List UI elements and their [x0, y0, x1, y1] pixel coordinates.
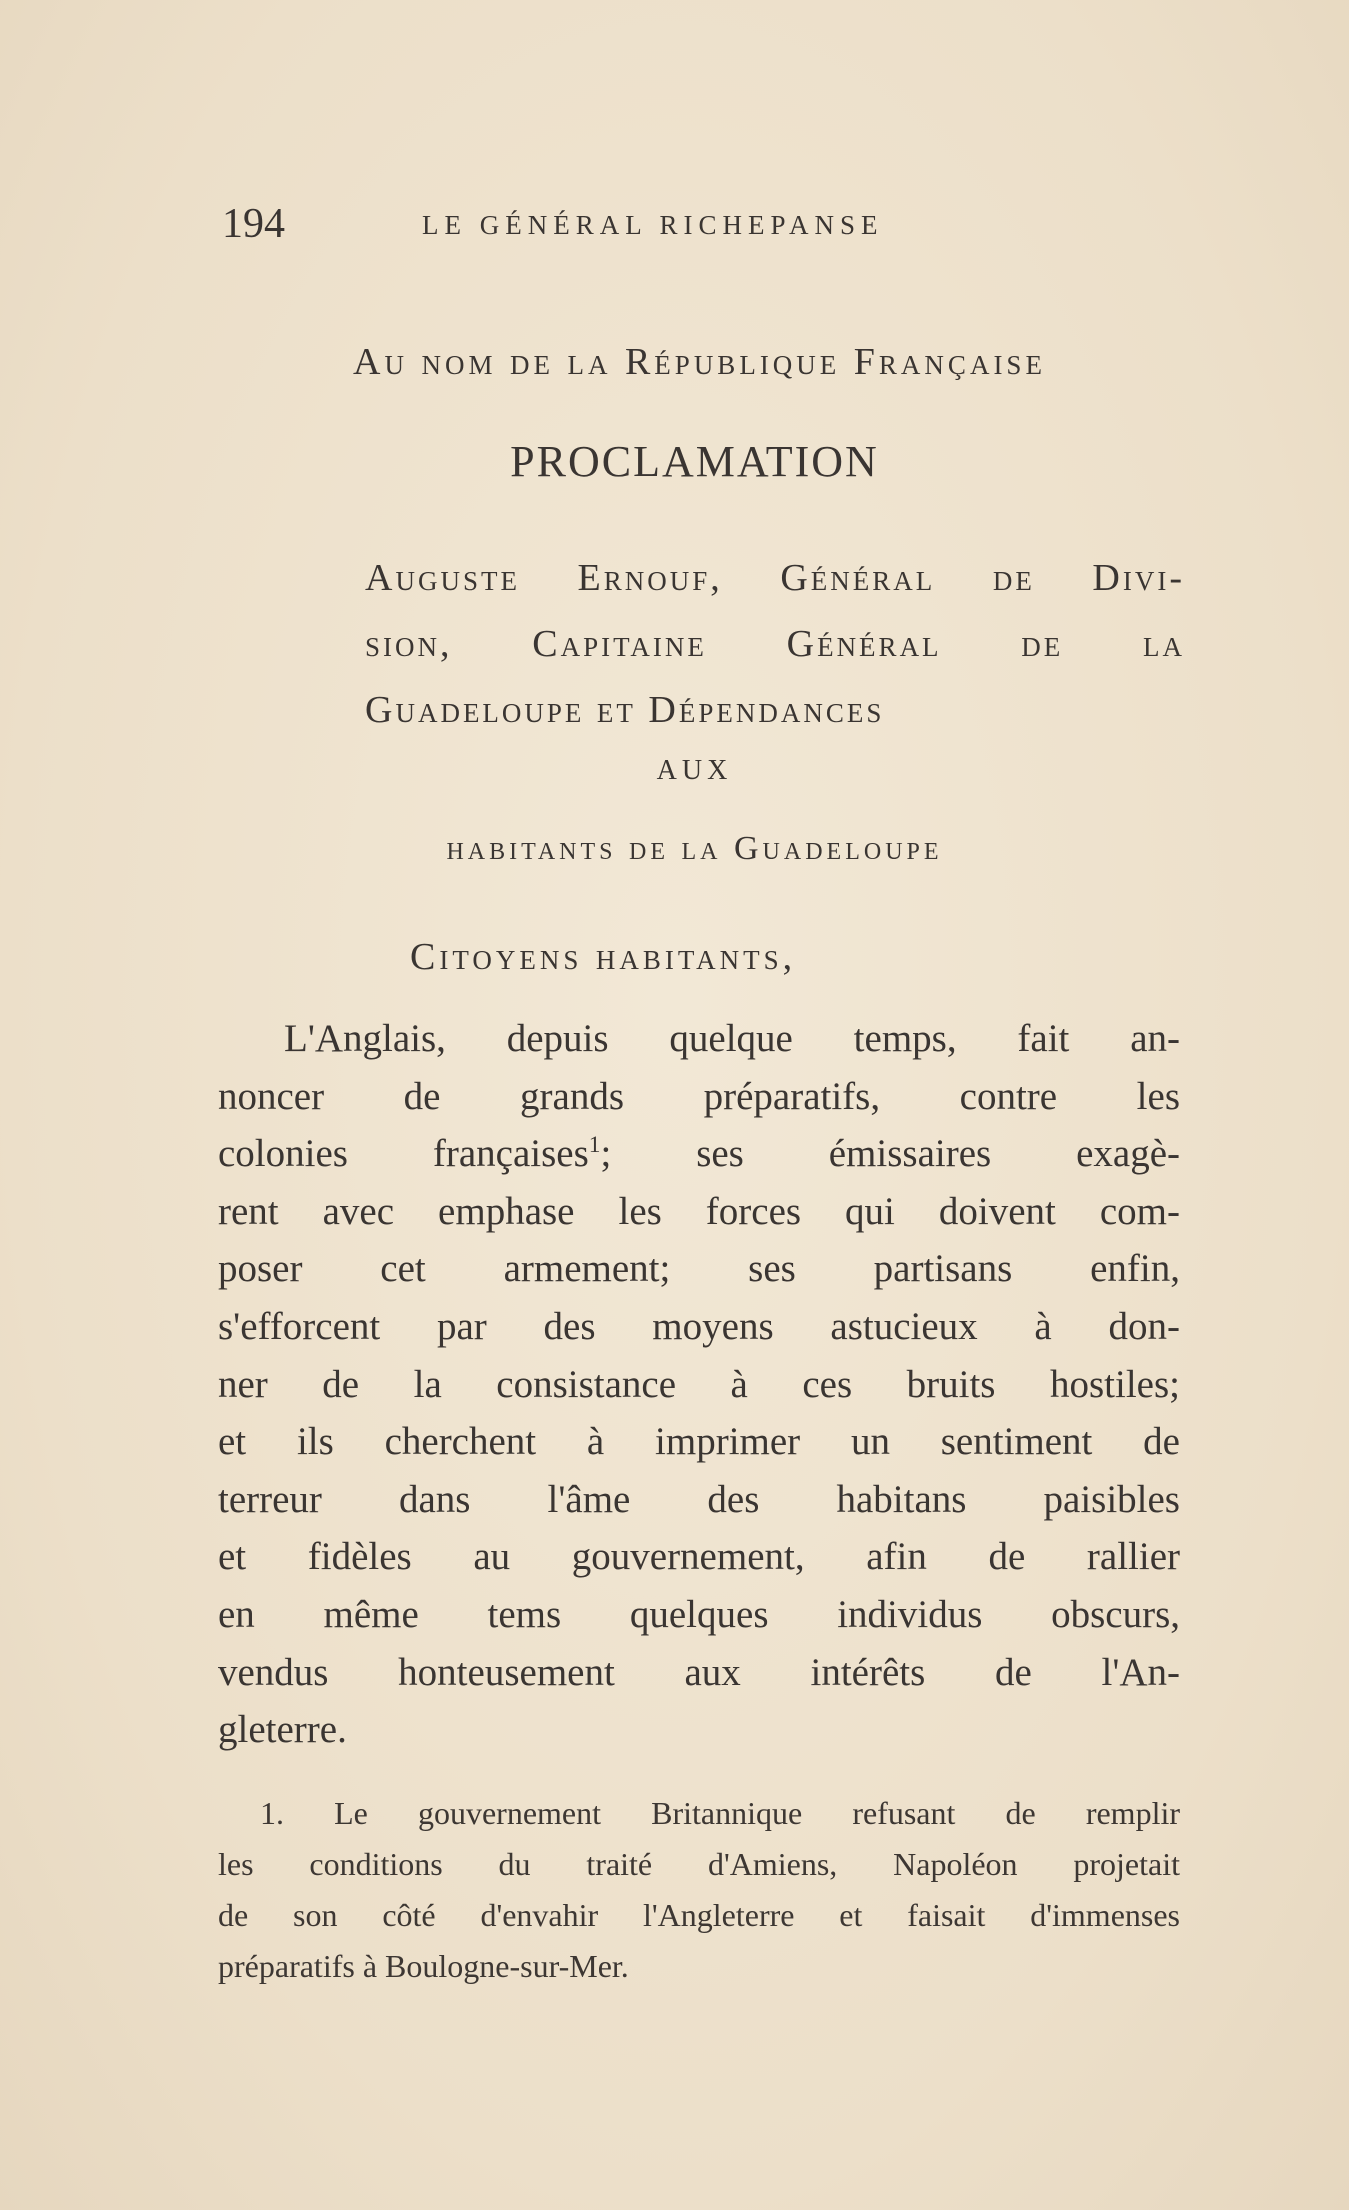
body-line: et fidèles au gouvernement, afin de rallier	[218, 1535, 1180, 1579]
body-line-part: ; ses émissaires exagè-	[600, 1132, 1181, 1176]
proclamation-title: PROCLAMATION	[510, 437, 879, 486]
body-line: vendus honteusement aux intérêts de l'An-	[218, 1650, 1180, 1694]
aux-line: AUX	[656, 755, 733, 786]
footnote-line: les conditions du traité d'Amiens, Napoléon projetait	[218, 1846, 1180, 1882]
body-line: noncer de grands préparatifs, contre les	[218, 1074, 1180, 1118]
body-line-with-note	[218, 1125, 1180, 1183]
footnote-line: préparatifs à Boulogne-sur-Mer.	[218, 1948, 629, 1984]
body-line: en même tems quelques individus obscurs,	[218, 1592, 1180, 1636]
salutation: Citoyens habitants,	[410, 936, 797, 978]
body-line: ner de la consistance à ces bruits hostiles;	[218, 1362, 1180, 1406]
page-header	[222, 200, 1122, 260]
body-paragraph	[218, 1010, 1180, 1759]
addressees-line: habitants de la Guadeloupe	[446, 830, 943, 867]
proclamation-heading: Au nom de la République Française	[353, 341, 1046, 383]
author-line: Auguste Ernouf, Général de Divi-	[365, 557, 1185, 599]
body-line: L'Anglais, depuis quelque temps, fait an-	[284, 1017, 1180, 1060]
footnote-reference: 1	[588, 1132, 601, 1159]
author-block	[365, 545, 1185, 743]
body-line: gleterre.	[218, 1708, 347, 1752]
body-line: et ils cherchent à imprimer un sentiment de	[218, 1420, 1180, 1464]
footnote-line: 1. Le gouvernement Britannique refusant de remplir	[260, 1795, 1180, 1831]
footnote	[218, 1788, 1180, 1992]
body-line: poser cet armement; ses partisans enfin,	[218, 1247, 1180, 1291]
footnote-line: de son côté d'envahir l'Angleterre et faisait d'immenses	[218, 1897, 1180, 1933]
body-line: terreur dans l'âme des habitans paisibles	[218, 1477, 1180, 1521]
author-line: sion, Capitaine Général de la	[365, 623, 1185, 665]
body-line-part: colonies françaises	[218, 1132, 589, 1176]
running-head: LE GÉNÉRAL RICHEPANSE	[422, 210, 884, 240]
body-line: s'efforcent par des moyens astucieux à don-	[218, 1304, 1180, 1348]
page-number: 194	[222, 201, 285, 247]
body-line: rent avec emphase les forces qui doivent com-	[218, 1189, 1180, 1233]
author-line: Guadeloupe et Dépendances	[365, 689, 885, 731]
